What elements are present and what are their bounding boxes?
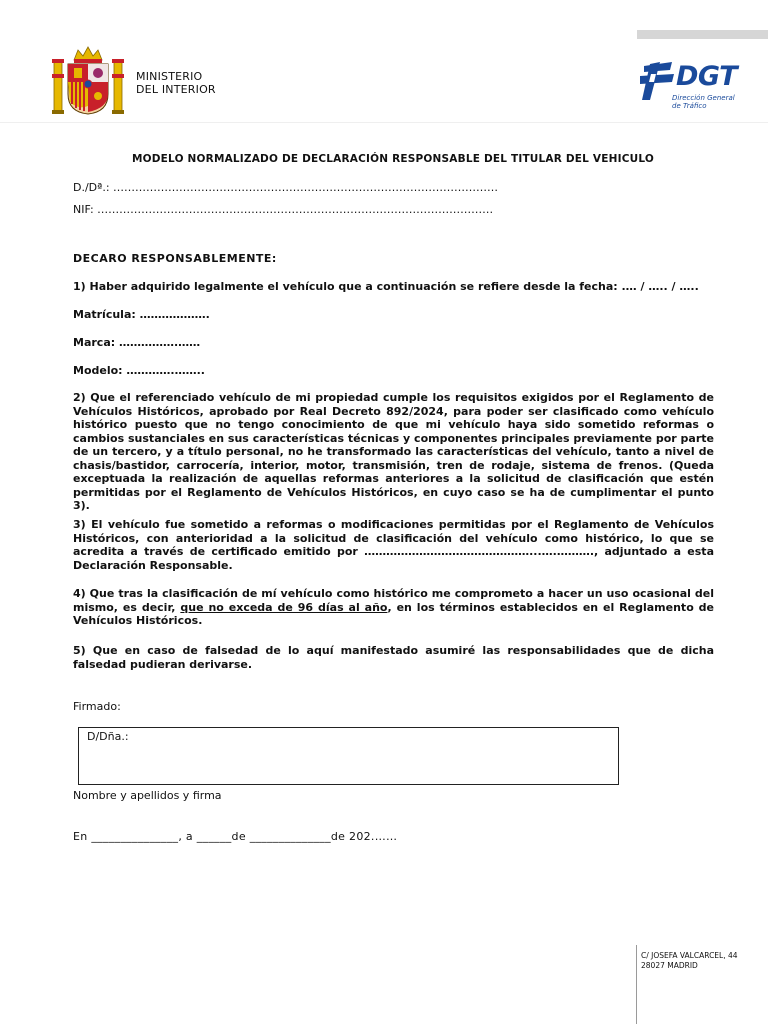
marca-field: Marca: …………….…… — [73, 336, 201, 349]
spanish-coat-of-arms-icon — [52, 46, 124, 116]
name-field-line: D./Dª.: …………………………………………………………………………………………… — [73, 181, 499, 194]
dgt-subtitle-line-1: Dirección General — [672, 94, 735, 102]
item-4-text-start: 4) Que tras la clasificación de mí vehículo como histórico me comprometo a hacer un uso ocasional del mismo, es decir, — [73, 587, 714, 614]
modelo-field: Modelo: ………….…….. — [73, 364, 205, 377]
ministry-name — [136, 70, 216, 96]
item-4-underlined-limit: que no exceda de 96 días al año — [180, 600, 388, 614]
place-date-line: En _______________, a ______de ______________de 202.…… — [73, 830, 398, 843]
item-3-modifications: 3) El vehículo fue sometido a reformas o modificaciones permitidas por el Reglamento de Vehículos Históricos, con anterioridad a la solicitud de clasificación del vehículo como histórico, lo que se acredita a través de certificado emitido por ………………………………………...….………., adjuntado a esta Declaración Responsable. — [73, 518, 714, 572]
matricula-field: Matrícula: ………………. — [73, 308, 210, 321]
signature-box[interactable] — [78, 727, 619, 785]
ministry-line-2: DEL INTERIOR — [136, 83, 216, 96]
item-4-occasional-use — [73, 587, 714, 628]
item-4-text-end: , en los términos establecidos en el Reglamento de Vehículos Históricos. — [73, 600, 715, 627]
dgt-logo-text: DGT — [676, 61, 738, 92]
dgt-logo-icon — [638, 60, 676, 100]
header-divider — [0, 122, 768, 123]
address-line-2: 28027 MADRID — [641, 961, 698, 970]
firmado-label: Firmado: — [73, 700, 121, 713]
ministry-line-1: MINISTERIO — [136, 70, 203, 83]
item-1-acquisition-date: 1) Haber adquirido legalmente el vehículo que a continuación se refiere desde la fecha: .… / ….. / ….. — [73, 280, 699, 293]
footer-address — [641, 951, 738, 971]
footer-divider — [636, 945, 637, 1024]
item-2-requirements: 2) Que el referenciado vehículo de mi propiedad cumple los requisitos exigidos por el Reglamento de Vehículos Históricos, aprobado por Real Decreto 892/2024, para poder ser clasificado como vehículo histórico puesto que no tengo conocimiento de que mi vehículo haya sido sometido reformas o cambios sustanciales en sus características técnicas y componentes principales previamente por parte de un tercero, y a título personal, no he transformado las características del vehículo, tanto a nivel de chasis/bastidor, carrocería, interior, motor, transmisión, tren de rodaje, sistema de frenos. (Queda exceptuada la realización de aquellas reformas anteriores a la solicitud de clasificación que estén permitidas por el Reglamento de Vehículos Históricos, en cuyo caso se ha de cumplimentar el punto 3). — [73, 391, 714, 512]
signature-caption: Nombre y apellidos y firma — [73, 789, 222, 802]
dgt-subtitle — [672, 94, 735, 110]
item-5-liability: 5) Que en caso de falsedad de lo aquí manifestado asumiré las responsabilidades que de dicha falsedad pudieran derivarse. — [73, 644, 714, 671]
dgt-subtitle-line-2: de Tráfico — [672, 102, 707, 110]
address-line-1: C/ JOSEFA VALCARCEL, 44 — [641, 951, 738, 960]
nif-field-line: NIF: ……………………………………………………………………………………………… — [73, 203, 494, 216]
document-title: MODELO NORMALIZADO DE DECLARACIÓN RESPONSABLE DEL TITULAR DEL VEHICULO — [131, 153, 654, 165]
declaro-heading: DECARO RESPONSABLEMENTE: — [73, 252, 277, 265]
signature-box-label: D/Dña.: — [87, 730, 129, 743]
top-grey-bar — [637, 30, 768, 39]
